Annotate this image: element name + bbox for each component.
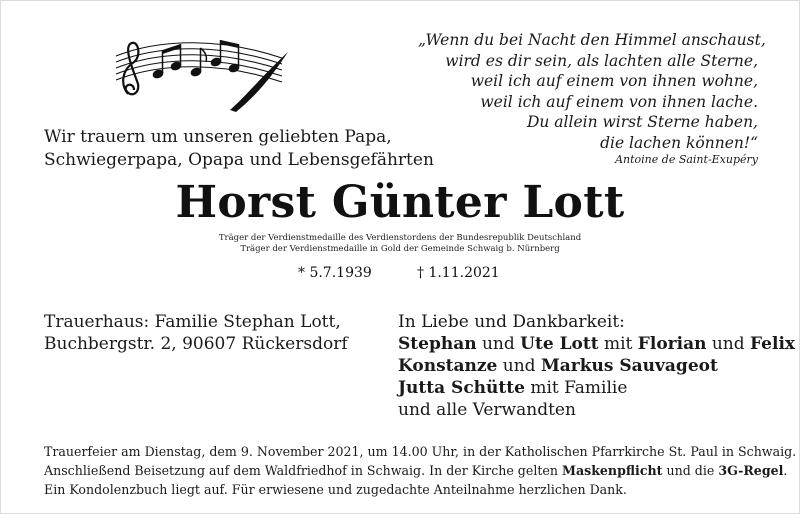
info-text: . xyxy=(783,463,788,478)
music-notes-icon xyxy=(112,32,290,112)
deceased-name: Horst Günter Lott xyxy=(175,177,625,228)
intro-line: Schwiegerpapa, Opapa und Lebensgefährten xyxy=(44,150,434,170)
mourning-house-line: Buchbergstr. 2, 90607 Rückersdorf xyxy=(44,334,348,354)
family-intro: In Liebe und Dankbarkeit: xyxy=(398,312,625,332)
mourning-house-line: Trauerhaus: Familie Stephan Lott, xyxy=(44,312,341,332)
quote xyxy=(418,30,766,153)
connector-text: und xyxy=(711,334,745,354)
family-name: Konstanze xyxy=(398,356,498,376)
family-row xyxy=(398,355,795,377)
funeral-info-line: Ein Kondolenzbuch liegt auf. Für erwiesene und zugedachte Anteilnahme herzlichen Dank. xyxy=(44,482,627,497)
family-row xyxy=(398,377,795,399)
family-name: Ute Lott xyxy=(520,334,599,354)
birth-date: * 5.7.1939 xyxy=(298,265,372,281)
family-name: Jutta Schütte xyxy=(398,378,525,398)
intro-line: Wir trauern um unseren geliebten Papa, xyxy=(44,127,392,147)
connector-text: und xyxy=(481,334,515,354)
mask-requirement: Maskenpflicht xyxy=(562,463,663,478)
info-text: Anschließend Beisetzung auf dem Waldfriedhof in Schwaig. In der Kirche gelten xyxy=(44,463,558,478)
quote-line: „Wenn du bei Nacht den Himmel anschaust, xyxy=(418,31,766,49)
honors xyxy=(0,233,800,255)
quote-line: Du allein wirst Sterne haben, xyxy=(526,113,758,131)
family-row xyxy=(398,333,795,355)
connector-text: mit Familie xyxy=(530,378,628,398)
info-text: und die xyxy=(666,463,715,478)
mourning-house xyxy=(44,311,348,355)
3g-rule: 3G-Regel xyxy=(718,463,784,478)
family-name: Stephan xyxy=(398,334,477,354)
family-name: Felix xyxy=(750,334,796,354)
quote-line: weil ich auf einem von ihnen lache. xyxy=(480,92,758,111)
funeral-info-line: Trauerfeier am Dienstag, dem 9. November 2021, um 14.00 Uhr, in der Katholischen Pfarrkirche St. Paul in Schwaig. xyxy=(44,444,797,459)
quote-author: Antoine de Saint-Exupéry xyxy=(615,153,758,166)
honor-line: Träger der Verdienstmedaille in Gold der Gemeinde Schwaig b. Nürnberg xyxy=(240,244,560,254)
family-signatures xyxy=(398,311,795,421)
death-date: † 1.11.2021 xyxy=(417,265,500,281)
funeral-info xyxy=(44,442,797,499)
honor-line: Träger der Verdienstmedaille des Verdienstordens der Bundesrepublik Deutschland xyxy=(218,233,582,243)
connector-text: und xyxy=(502,356,536,376)
quote-line: die lachen können!“ xyxy=(600,133,758,152)
family-row: und alle Verwandten xyxy=(398,400,576,420)
intro-text xyxy=(44,126,434,172)
family-name: Florian xyxy=(637,334,707,354)
connector-text: mit xyxy=(604,334,633,354)
funeral-info-line xyxy=(44,461,788,480)
quote-line: wird es dir sein, als lachten alle Sterne, xyxy=(445,51,758,70)
family-name: Markus Sauvageot xyxy=(540,356,718,376)
quote-line: weil ich auf einem von ihnen wohne, xyxy=(470,72,758,90)
